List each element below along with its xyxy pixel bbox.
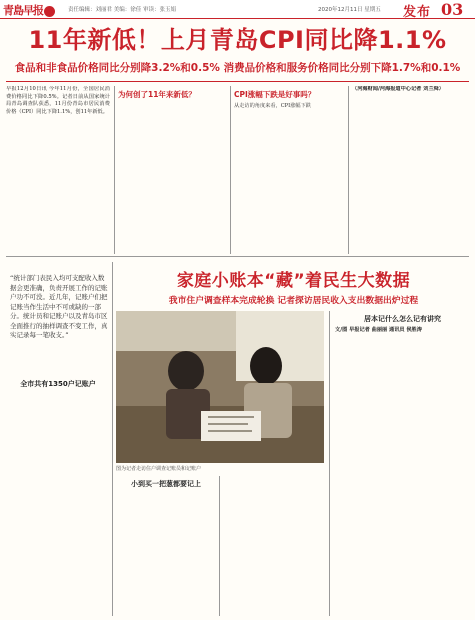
article1-col3 <box>234 86 344 254</box>
logo-text: 青島早报 <box>3 4 43 17</box>
article1-col3-end: 从走访的角度来看，CPI涨幅下跌 <box>234 103 311 109</box>
article2-byline: 文/图 早报记者 曲丽丽 通讯员 侯胜涛 <box>335 327 422 333</box>
article2-subhead-left: 全市共有1350户记账户 <box>20 380 96 388</box>
article2-col-mid1 <box>116 476 216 616</box>
column-divider <box>114 86 115 254</box>
article1-col2 <box>118 86 226 254</box>
column-divider <box>230 86 231 254</box>
article2-subhead-right: 居本记什么怎么记有讲究 <box>364 315 441 323</box>
section-name: 发布 <box>403 5 432 20</box>
newspaper-logo <box>3 2 55 18</box>
section-rule <box>6 256 469 257</box>
photo-illustration <box>116 311 324 463</box>
main-subheadline: 食品和非食品价格同比分别降3.2%和0.5% 消费品价格和服务价格同比分别下降1.7%和0.1% <box>14 62 461 74</box>
column-divider <box>348 86 349 254</box>
article1-lead: 早报12月10日讯 今年11月份，全国居民消费价格同比下降0.5%。记者日前从国家统计局青岛调查队获悉，11月份青岛市居民消费价格（CPI）同比下降1.1%，创11年新低。 <box>6 86 110 115</box>
pull-quote-text: “统计部门表民入均可支配收入数据会更准确，负责开展工作的记账户功不可没。近几年，记账户们把记账当作生活中不可或缺的一部分。统计员和记账户以及青岛市区全面推行的抽样调查不变工作，真实记录每一笔收支。” <box>10 274 108 339</box>
issue-date: 2020年12月11日 星期五 <box>318 7 381 13</box>
photo-caption: 图为记者走访住户调查记账员和记账户 <box>116 466 202 472</box>
column-divider <box>219 476 220 616</box>
page-number: 03 <box>441 0 464 19</box>
news-photo <box>116 311 324 463</box>
page-header <box>0 0 475 19</box>
article1-col1 <box>6 86 110 252</box>
article2-col-right <box>335 311 470 616</box>
logo-mark-icon <box>44 6 55 17</box>
headline-rule <box>6 81 469 82</box>
article1-footer: （河海财闻/河海报道中心记者 刘兰舜） <box>352 86 444 92</box>
column-divider <box>112 262 113 616</box>
editors-line: 责任编辑：刘丽君 美编：徐佳 审读：张玉娟 <box>68 7 176 13</box>
article2-col-left <box>6 376 110 616</box>
article1-col4 <box>352 86 470 254</box>
article2-col-mid2 <box>223 476 323 616</box>
article2-headline: 家庭小账本“藏”着民生大数据 <box>176 271 411 291</box>
article1-subhead: 为何创了11年来新低？ <box>118 90 196 99</box>
article2-subheadline: 我市住户调查样本完成轮换 记者探访居民收入支出数据出炉过程 <box>168 296 419 306</box>
main-headline: 11年新低！上月青岛CPI同比降1.1% <box>28 26 447 54</box>
pull-quote <box>10 274 108 341</box>
article1-subhead2: CPI涨幅下跌是好事吗？ <box>234 90 316 99</box>
article2-subhead-mid: 小到买一把葱都要记上 <box>131 480 201 488</box>
column-divider <box>329 311 330 616</box>
